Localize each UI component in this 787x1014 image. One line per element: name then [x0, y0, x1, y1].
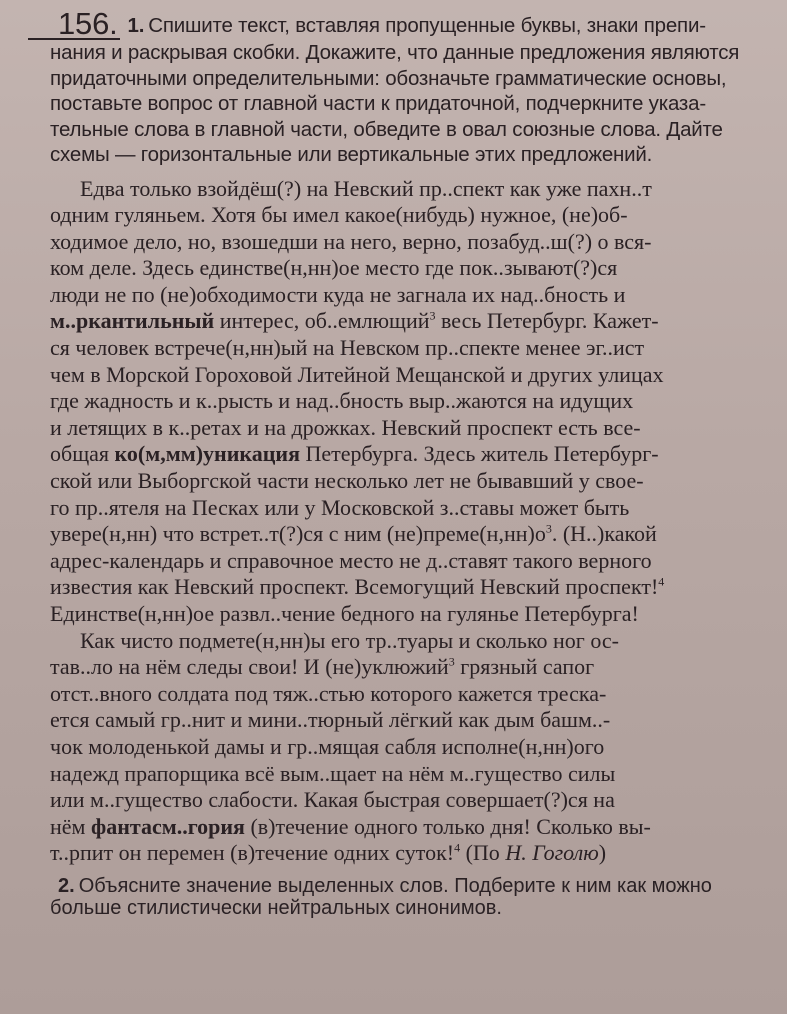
text-fragment: Петербурга. Здесь житель Петербург- [299, 441, 659, 467]
text-line [50, 388, 773, 415]
text-line [50, 495, 773, 522]
text-line [50, 681, 773, 708]
text-fragment: или м..гущество слабости. Какая быстрая совершает(?)ся на [50, 787, 615, 813]
instruction-text: придаточными определительными: обозначьте грамматические основы, [50, 66, 727, 90]
text-fragment: чок молоденькой дамы и гр..мящая сабля исполне(н,нн)ого [50, 733, 605, 759]
instruction-text: Объясните значение выделенных слов. Подберите к ним как можно [78, 874, 712, 897]
text-line [50, 202, 773, 229]
text-line [50, 628, 773, 655]
text-line [50, 521, 773, 548]
text-fragment: отст..вного солдата под тяж..стью которого кажется треска- [50, 680, 607, 706]
text-line [50, 255, 773, 282]
text-fragment: Единстве(н,нн)ое развл..чение бедного на гулянье Петербурга! [50, 601, 639, 626]
text-fragment: люди не по (не)обходимости куда не загнала их над..бность и [50, 281, 626, 307]
text-fragment: где жадность и к..рысть и над..бность выр..жаются на идущих [50, 388, 634, 414]
text-line [50, 734, 773, 761]
instruction-text: тельные слова в главной части, обведите в овал союзные слова. Дайте [50, 117, 723, 141]
text-line [50, 229, 773, 256]
highlighted-word: фантасм..гория [90, 813, 245, 839]
text-fragment: го пр..ятеля на Песках или у Московской з..ставы может быть [50, 494, 630, 520]
text-line [50, 761, 773, 788]
instruction-line [50, 897, 773, 920]
text-line [50, 840, 773, 867]
task-1-instructions [50, 6, 773, 168]
exercise-text [50, 176, 773, 867]
text-line [50, 787, 773, 814]
text-fragment: Едва только взойдёш(?) на Невский пр..спект как уже пахн..т [80, 175, 652, 201]
text-fragment: увере(н,нн) что встрет..т(?)ся с ним (не)преме(н,нн)о [50, 521, 546, 547]
footnote-marker: 3 [429, 309, 436, 324]
footnote-marker: 4 [454, 841, 461, 856]
text-fragment: и летящих в к..ретах и на дрожках. Невский проспект есть все- [50, 414, 641, 440]
text-line [50, 415, 773, 442]
text-fragment: тав..ло на нём следы свои! И (не)уклюжий [50, 654, 449, 680]
instruction-text: больше стилистически нейтральных синонимов. [50, 897, 502, 920]
task-2-instructions [50, 875, 773, 920]
text-line [50, 362, 773, 389]
instruction-text: нания и раскрывая скобки. Докажите, что данные предложения являются [50, 41, 740, 64]
author-name: Н. Гоголю [505, 840, 599, 866]
text-fragment: адрес-календарь и справочное место не д..ставят такого верного [50, 547, 652, 573]
instruction-line [50, 6, 773, 41]
text-fragment: ской или Выборгской части несколько лет не бывавший у свое- [50, 468, 644, 494]
text-fragment: чем в Морской Гороховой Литейной Мещанской и других улицах [50, 361, 664, 387]
text-fragment: одним гуляньем. Хотя бы имел какое(нибудь) нужное, (не)об- [50, 202, 628, 228]
text-fragment: грязный сапог [454, 654, 595, 680]
text-line [50, 335, 773, 362]
text-line [50, 574, 773, 601]
footnote-marker: 3 [448, 654, 455, 669]
footnote-marker: 4 [658, 575, 665, 590]
instruction-line [50, 91, 773, 117]
text-fragment: ком деле. Здесь единстве(н,нн)ое место где пок..зывают(?)ся [50, 255, 618, 281]
instruction-line [50, 66, 773, 92]
text-fragment: нём [50, 813, 91, 839]
text-line [50, 548, 773, 575]
instruction-text: поставьте вопрос от главной части к придаточной, подчеркните указа- [50, 92, 706, 115]
task-index: 2. [58, 874, 75, 897]
text-fragment: Как чисто подмете(н,нн)ы его тр..туары и сколько ног ос- [80, 627, 619, 653]
instruction-text: схемы — горизонтальные или вертикальные этих предложений. [50, 143, 653, 166]
text-line [50, 441, 773, 468]
text-line [50, 176, 773, 203]
text-fragment: ходимое дело, но, взошедши на него, верно, позабуд..ш(?) о вся- [50, 228, 652, 254]
text-fragment: ) [598, 840, 607, 866]
text-line [50, 654, 773, 681]
instruction-line [50, 117, 773, 143]
instruction-line [50, 142, 773, 168]
text-line [50, 468, 773, 495]
highlighted-word: ко(м,мм)уникация [114, 441, 300, 467]
text-fragment: интерес, об..емлющий [214, 308, 430, 334]
text-fragment: надежд прапорщика всё вым..щает на нём м..гущество силы [50, 760, 616, 786]
text-fragment: (в)течение одного только дня! Сколько вы- [244, 813, 651, 839]
text-fragment: известия как Невский проспект. Всемогущий Невский проспект! [50, 574, 659, 600]
text-line [50, 814, 773, 841]
text-fragment: ется самый гр..нит и мини..тюрный лёгкий как дым башм..- [50, 707, 611, 733]
instruction-line [50, 875, 773, 898]
exercise-number: 156. [28, 10, 120, 40]
text-fragment: ся человек встрече(н,нн)ый на Невском пр..спекте менее эг..ист [50, 335, 645, 361]
instruction-text: Спишите текст, вставляя пропущенные буквы, знаки препи- [148, 14, 706, 37]
text-fragment: (По [460, 840, 506, 866]
text-fragment: общая [50, 441, 115, 467]
text-line [50, 707, 773, 734]
text-line [50, 282, 773, 309]
footnote-marker: 3 [545, 521, 552, 536]
task-index: 1. [127, 14, 145, 37]
text-fragment: весь Петербург. Кажет- [435, 308, 659, 334]
text-fragment: т..рпит он перемен (в)течение одних суток! [50, 840, 455, 866]
instruction-line [50, 40, 773, 66]
highlighted-word: м..ркантильный [50, 308, 215, 334]
text-line [50, 601, 773, 628]
text-line [50, 308, 773, 335]
text-fragment: . (Н..)какой [551, 521, 657, 547]
